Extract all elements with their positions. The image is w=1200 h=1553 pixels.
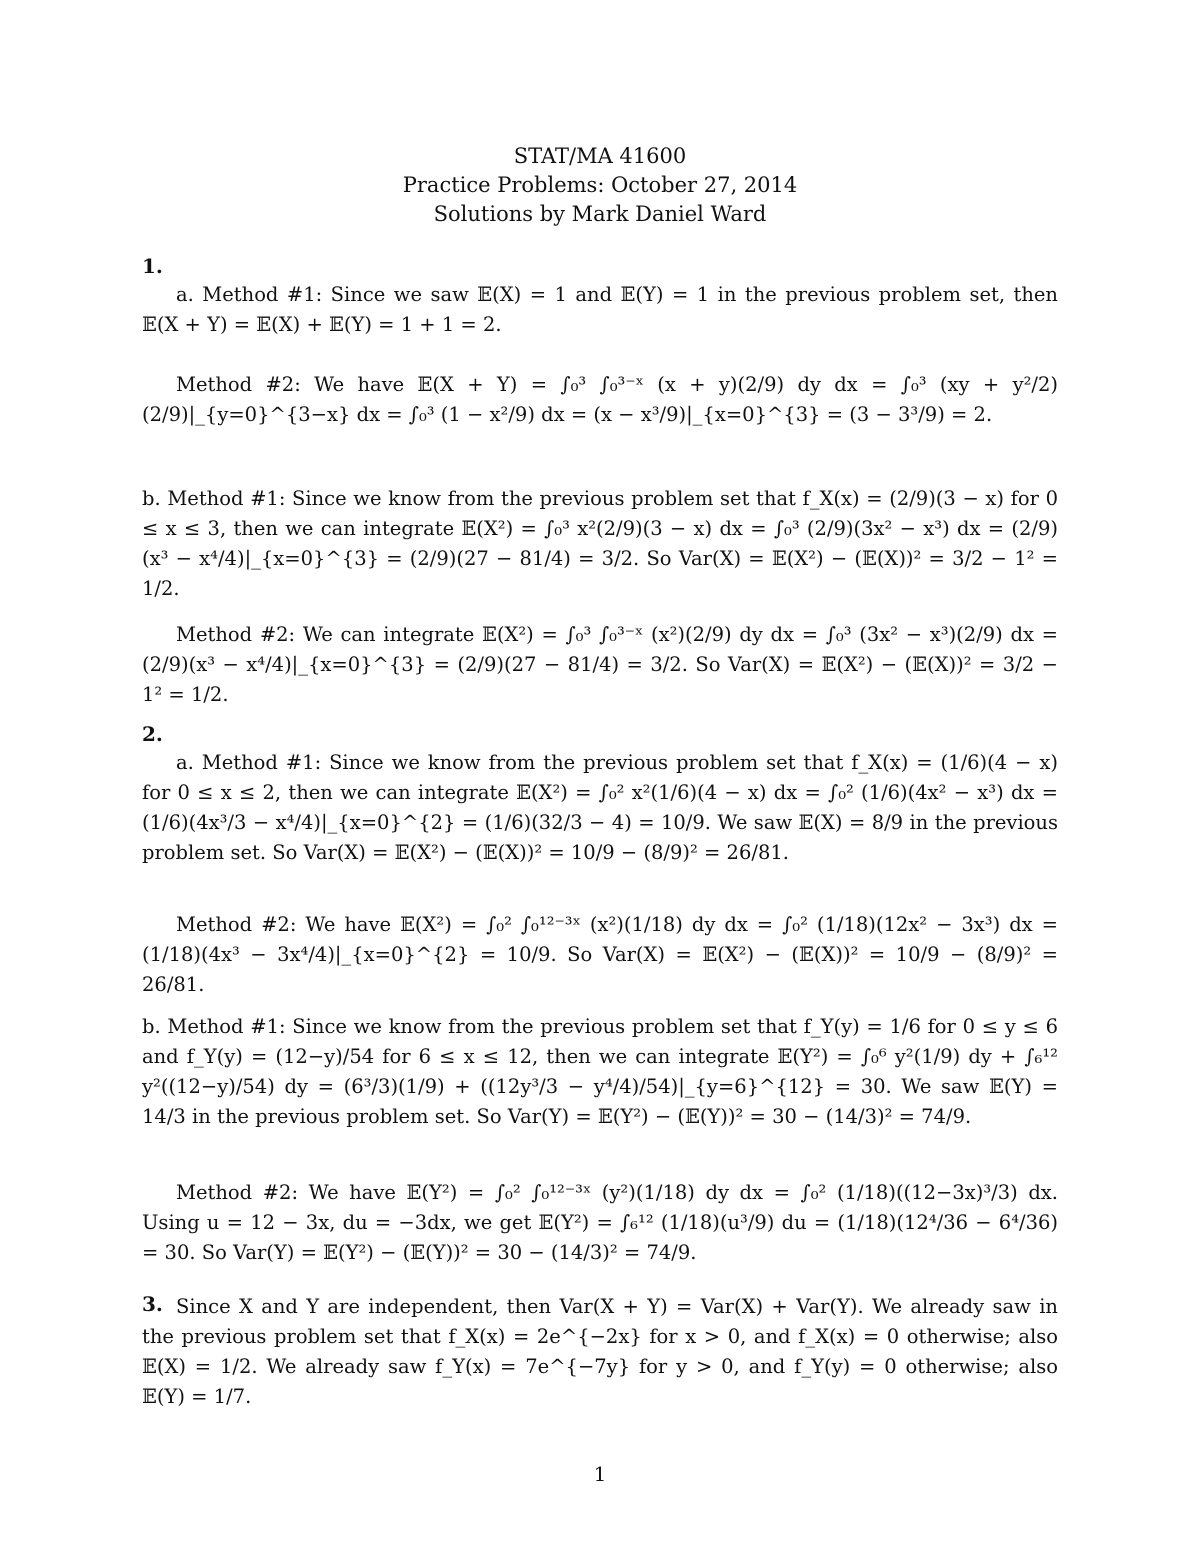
- problem-2-number: 2.: [142, 722, 163, 746]
- problem-2b-method-1: b. Method #1: Since we know from the previous problem set that f_Y(y) = 1/6 for 0 ≤ y ≤ 6 and f_Y(y) = (12−y)/54 for 6 ≤ x ≤ 12, then we can integrate 𝔼(Y²) = ∫₀⁶ y²(1/9) dy + ∫₆¹² y²((12−y)/54) dy = (6³/3)(1/9) + ((12y³/3 − y⁴/4)/54)|_{y=6}^{12} = 30. We saw 𝔼(Y) = 14/3 in the previous problem set. So Var(Y) = 𝔼(Y²) − (𝔼(Y))² = 30 − (14/3)² = 74/9.: [142, 1015, 1058, 1128]
- problem-1b-method-2: Method #2: We can integrate 𝔼(X²) = ∫₀³ ∫₀³⁻ˣ (x²)(2/9) dy dx = ∫₀³ (3x² − x³)(2/9) dx = (2/9)(x³ − x⁴/4)|_{x=0}^{3} = (2/9)(27 − 81/4) = 3/2. So Var(X) = 𝔼(X²) − (𝔼(X))² = 3/2 − 1² = 1/2.: [142, 623, 1058, 706]
- problem-2a-method-2: Method #2: We have 𝔼(X²) = ∫₀² ∫₀¹²⁻³ˣ (x²)(1/18) dy dx = ∫₀² (1/18)(12x² − 3x³) dx = (1/18)(4x³ − 3x⁴/4)|_{x=0}^{2} = 10/9. So Var(X) = 𝔼(X²) − (𝔼(X))² = 10/9 − (8/9)² = 26/81.: [142, 913, 1058, 996]
- course-title: STAT/MA 41600: [513, 144, 687, 168]
- problem-3-number: 3.: [142, 1292, 163, 1316]
- document-header: [0, 142, 1200, 229]
- document-subtitle: Practice Problems: October 27, 2014: [402, 173, 798, 197]
- problem-1a-method-2: Method #2: We have 𝔼(X + Y) = ∫₀³ ∫₀³⁻ˣ (x + y)(2/9) dy dx = ∫₀³ (xy + y²/2)(2/9)|_{y=0}^{3−x} dx = ∫₀³ (1 − x²/9) dx = (x − x³/9)|_{x=0}^{3} = (3 − 3³/9) = 2.: [142, 373, 1058, 426]
- page-number: 1: [593, 1462, 607, 1486]
- problem-2b-method-2: Method #2: We have 𝔼(Y²) = ∫₀² ∫₀¹²⁻³ˣ (y²)(1/18) dy dx = ∫₀² (1/18)((12−3x)³/3) dx. Using u = 12 − 3x, du = −3dx, we get 𝔼(Y²) = ∫₆¹² (1/18)(u³/9) du = (1/18)(12⁴/36 − 6⁴/36) = 30. So Var(Y) = 𝔼(Y²) − (𝔼(Y))² = 30 − (14/3)² = 74/9.: [142, 1181, 1058, 1264]
- problem-1a-method-1: a. Method #1: Since we saw 𝔼(X) = 1 and 𝔼(Y) = 1 in the previous problem set, then 𝔼(X + Y) = 𝔼(X) + 𝔼(Y) = 1 + 1 = 2.: [142, 283, 1058, 336]
- problem-2a-method-1: a. Method #1: Since we know from the previous problem set that f_X(x) = (1/6)(4 − x) for 0 ≤ x ≤ 2, then we can integrate 𝔼(X²) = ∫₀² x²(1/6)(4 − x) dx = ∫₀² (1/6)(4x² − x³) dx = (1/6)(4x³/3 − x⁴/4)|_{x=0}^{2} = (1/6)(32/3 − 4) = 10/9. We saw 𝔼(X) = 8/9 in the previous problem set. So Var(X) = 𝔼(X²) − (𝔼(X))² = 10/9 − (8/9)² = 26/81.: [142, 751, 1058, 864]
- problem-1b-method-1: b. Method #1: Since we know from the previous problem set that f_X(x) = (2/9)(3 − x) for 0 ≤ x ≤ 3, then we can integrate 𝔼(X²) = ∫₀³ x²(2/9)(3 − x) dx = ∫₀³ (2/9)(3x² − x³) dx = (2/9)(x³ − x⁴/4)|_{x=0}^{3} = (2/9)(27 − 81/4) = 3/2. So Var(X) = 𝔼(X²) − (𝔼(X))² = 3/2 − 1² = 1/2.: [142, 487, 1058, 600]
- problem-1-number: 1.: [142, 254, 163, 278]
- document-author: Solutions by Mark Daniel Ward: [433, 202, 767, 226]
- problem-3-text: Since X and Y are independent, then Var(X + Y) = Var(X) + Var(Y). We already saw in the previous problem set that f_X(x) = 2e^{−2x} for x > 0, and f_X(x) = 0 otherwise; also 𝔼(X) = 1/2. We already saw f_Y(x) = 7e^{−7y} for y > 0, and f_Y(y) = 0 otherwise; also 𝔼(Y) = 1/7.: [142, 1295, 1058, 1408]
